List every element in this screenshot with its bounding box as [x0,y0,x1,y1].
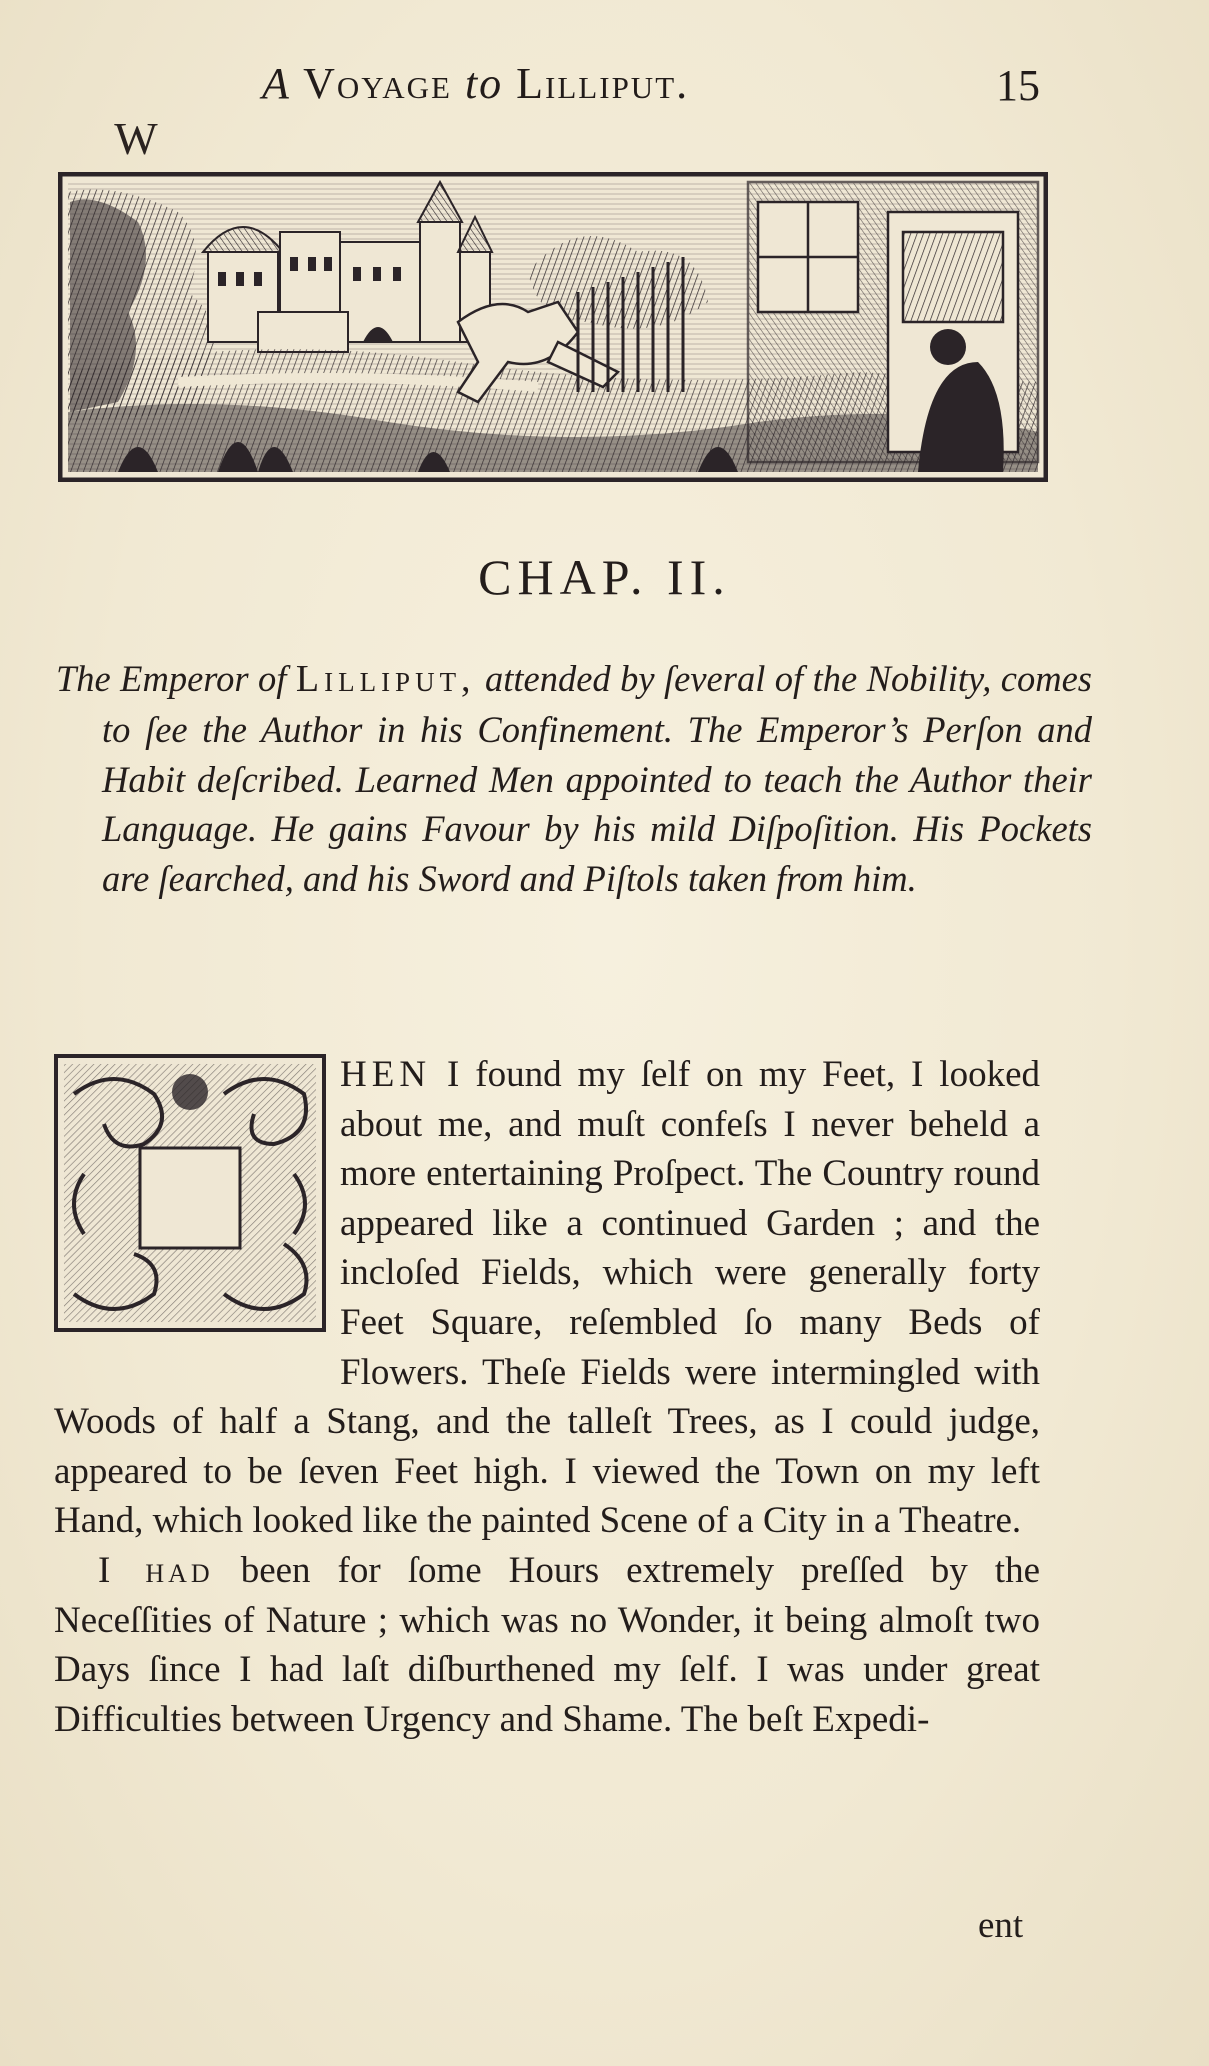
argument-place: Lilliput, [295,658,476,700]
paragraph-2 [54,1546,1040,1744]
running-title-prefix: A [262,59,291,108]
chapter-argument [56,654,1092,904]
running-title-connector: to [464,59,504,108]
paragraph-2-lead: I had [98,1549,214,1591]
running-head [0,48,1209,108]
paragraph-1-text: I found my ſelf on my Feet, I looked about me, and muſt confeſs I never beheld a more entertaining Proſpect. The Country round appeared like a continued Garden ; and the incloſed Fields, which were generally forty Feet Square, reſembled ſo many Beds of Flowers. Theſe Fields were intermingled with Woods of half a Stang, and the talleſt Trees, as I could judge, appeared to be ſeven Feet high. I viewed the Town on my left Hand, which looked like the painted Scene of a City in a Theatre. [54,1054,1041,1542]
catchword: ent [978,1905,1024,1946]
paragraph-1-lead: HEN [340,1054,432,1095]
woodcut-headpiece-landscape-icon [58,172,1048,482]
argument-part3: attended by ſeveral of the Nobility, comes to ſee the Author in his Confinement. The Emperor’s Perſon and Habit deſcribed. Learned Men appointed to teach the Author their Language. He gains Favour by his mild Diſpoſition. His Pockets are ſearched, and his Sword and Piſtols taken from him. [102,658,1093,900]
paragraph-2-text: been for ſome Hours extremely preſſed by the Neceſſities of Nature ; which was no Wonder, it being almoſt two Days ſince I had laſt diſburthened my ſelf. I was under great Difficulties between Urgency and Shame. The beſt Expedi- [54,1549,1041,1740]
page-number: 15 [996,61,1040,110]
running-title-place: Lilliput. [516,59,690,108]
chapter-title: CHAP. II. [478,549,731,605]
running-title [262,58,689,109]
dropcap-letter: W [114,113,158,164]
argument-part1: The Emperor of [56,658,287,699]
body-text [54,1050,1040,1744]
running-title-main: Voyage [303,59,452,108]
